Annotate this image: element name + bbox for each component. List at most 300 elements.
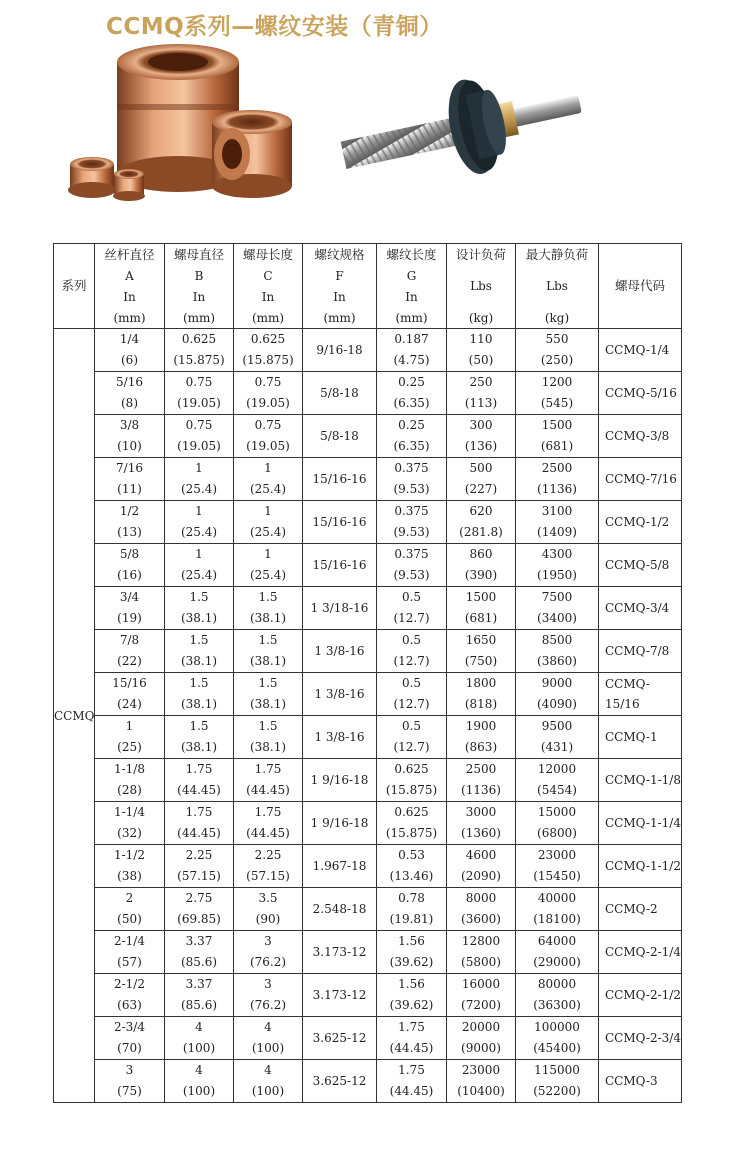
table-row: [54, 587, 682, 630]
nut-length-inch: 1.5: [258, 719, 278, 733]
design-load-mm: (136): [464, 439, 498, 453]
cell-nut-length: [234, 630, 303, 673]
cell-thread-length: [377, 845, 447, 888]
thread-length-mm: (12.7): [393, 654, 430, 668]
cell-thread-spec: 1 3/8-16: [303, 673, 377, 716]
cell-static-load: [516, 888, 599, 931]
cell-static-load: [516, 845, 599, 888]
header-unit-g: In: [377, 286, 447, 307]
nut-length-inch: 1.75: [254, 762, 282, 776]
thread-length-inch: 0.5: [401, 719, 422, 733]
static-load-mm: (52200): [533, 1084, 581, 1098]
thread-length-inch: 0.625: [394, 805, 429, 819]
cell-static-load: [516, 974, 599, 1017]
design-load-mm: (390): [464, 568, 498, 582]
design-load-mm: (3600): [461, 912, 501, 926]
nut-length-mm: (57.15): [246, 869, 290, 883]
thread-length-inch: 0.375: [394, 547, 429, 561]
static-load-inch: 4300: [541, 547, 573, 561]
design-load-mm: (681): [464, 611, 498, 625]
cell-static-load: [516, 1017, 599, 1060]
series-cell: CCMQ: [54, 329, 95, 1103]
design-load-mm: (1360): [461, 826, 501, 840]
page-title: CCMQ系列—螺纹安装（青铜）: [106, 14, 443, 40]
cell-thread-length: [377, 673, 447, 716]
cell-screw-diameter: [95, 329, 165, 372]
cell-design-load: [447, 372, 516, 415]
screw-diameter-mm: (6): [121, 353, 138, 367]
design-load-inch: 12800: [461, 934, 501, 948]
cell-thread-spec: 1 3/8-16: [303, 630, 377, 673]
table-row: [54, 415, 682, 458]
cell-design-load: [447, 1060, 516, 1103]
cell-nut-length: [234, 1017, 303, 1060]
design-load-mm: (750): [464, 654, 498, 668]
header-col-f: 螺纹规格: [303, 244, 377, 266]
nut-length-inch: 3: [264, 977, 272, 991]
table-row: [54, 544, 682, 587]
screw-diameter-mm: (8): [121, 396, 138, 410]
design-load-inch: 250: [469, 375, 493, 389]
cell-nut-length: [234, 716, 303, 759]
cell-nut-length: [234, 931, 303, 974]
design-load-mm: (113): [464, 396, 498, 410]
cell-nut-diameter: [165, 716, 234, 759]
nut-length-mm: (44.45): [246, 826, 290, 840]
cell-nut-code: CCMQ-2-1/4: [599, 931, 682, 974]
static-load-inch: 12000: [537, 762, 577, 776]
nut-length-mm: (44.45): [246, 783, 290, 797]
screw-diameter-mm: (13): [117, 525, 142, 539]
thread-length-inch: 0.53: [398, 848, 425, 862]
cell-nut-code: CCMQ-5/16: [599, 372, 682, 415]
nut-length-inch: 1.75: [254, 805, 282, 819]
cell-screw-diameter: [95, 716, 165, 759]
nut-diameter-mm: (25.4): [180, 525, 218, 539]
design-load-inch: 8000: [465, 891, 497, 905]
header-row-metric: [54, 307, 682, 329]
cell-design-load: [447, 931, 516, 974]
static-load-mm: (1136): [537, 482, 577, 496]
cell-nut-diameter: [165, 888, 234, 931]
cell-static-load: [516, 415, 599, 458]
cell-screw-diameter: [95, 544, 165, 587]
thread-length-inch: 1.75: [398, 1063, 425, 1077]
header-row-names: [54, 244, 682, 266]
design-load-mm: (9000): [461, 1041, 501, 1055]
spec-table-body: [54, 244, 682, 1103]
static-load-inch: 2500: [541, 461, 573, 475]
header-col-g: 螺纹长度: [377, 244, 447, 266]
cell-thread-length: [377, 802, 447, 845]
table-row: [54, 329, 682, 372]
nut-length-inch: 1.5: [258, 676, 278, 690]
cell-static-load: [516, 1060, 599, 1103]
nut-length-mm: (100): [251, 1041, 285, 1055]
cell-thread-spec: 1 9/16-18: [303, 759, 377, 802]
cell-nut-diameter: [165, 630, 234, 673]
thread-length-inch: 0.5: [401, 676, 422, 690]
cell-nut-length: [234, 329, 303, 372]
screw-diameter-inch: 1-1/8: [113, 762, 145, 776]
thread-length-inch: 0.375: [394, 461, 429, 475]
cell-thread-length: [377, 888, 447, 931]
static-load-mm: (6800): [537, 826, 577, 840]
cell-thread-spec: 2.548-18: [303, 888, 377, 931]
cell-screw-diameter: [95, 673, 165, 716]
cell-nut-length: [234, 501, 303, 544]
nut-diameter-inch: 2.75: [185, 891, 213, 905]
screw-diameter-mm: (75): [117, 1084, 142, 1098]
nut-diameter-inch: 0.75: [185, 418, 213, 432]
header-unit-f: In: [303, 286, 377, 307]
static-load-mm: (681): [540, 439, 574, 453]
cell-thread-spec: 3.625-12: [303, 1017, 377, 1060]
nut-diameter-inch: 2.25: [185, 848, 213, 862]
cell-thread-length: [377, 974, 447, 1017]
design-load-mm: (2090): [461, 869, 501, 883]
nut-diameter-mm: (19.05): [177, 396, 221, 410]
cell-thread-spec: 1 3/18-16: [303, 587, 377, 630]
cell-screw-diameter: [95, 501, 165, 544]
table-row: [54, 673, 682, 716]
design-load-inch: 1500: [465, 590, 497, 604]
nut-length-mm: (25.4): [249, 482, 287, 496]
cell-thread-length: [377, 716, 447, 759]
table-row: [54, 1017, 682, 1060]
static-load-mm: (3400): [537, 611, 577, 625]
cell-nut-length: [234, 458, 303, 501]
table-row: [54, 1060, 682, 1103]
design-load-inch: 20000: [461, 1020, 501, 1034]
design-load-mm: (10400): [457, 1084, 505, 1098]
screw-diameter-mm: (50): [117, 912, 142, 926]
screw-diameter-inch: 1-1/4: [113, 805, 145, 819]
cell-design-load: [447, 845, 516, 888]
thread-length-mm: (4.75): [393, 353, 430, 367]
nut-diameter-inch: 3.37: [185, 934, 213, 948]
static-load-inch: 23000: [537, 848, 577, 862]
header-metric-g: (mm): [377, 307, 447, 329]
header-unit-a: In: [95, 286, 165, 307]
screw-diameter-inch: 2: [125, 891, 134, 905]
thread-length-inch: 1.56: [398, 977, 425, 991]
static-load-mm: (29000): [533, 955, 581, 969]
nut-length-mm: (38.1): [249, 611, 287, 625]
header-col-b: 螺母直径: [165, 244, 234, 266]
screw-diameter-inch: 1/4: [119, 332, 140, 346]
nut-length-inch: 3.5: [258, 891, 278, 905]
cell-nut-length: [234, 974, 303, 1017]
design-load-mm: (227): [464, 482, 498, 496]
cell-screw-diameter: [95, 1060, 165, 1103]
thread-length-mm: (12.7): [393, 740, 430, 754]
cell-thread-length: [377, 630, 447, 673]
nut-length-mm: (90): [255, 912, 281, 926]
nut-length-inch: 0.625: [250, 332, 286, 346]
cell-nut-diameter: [165, 759, 234, 802]
nut-diameter-inch: 1.5: [189, 590, 209, 604]
header-letter-b: B: [165, 265, 234, 286]
cell-nut-length: [234, 673, 303, 716]
nut-diameter-inch: 3.37: [185, 977, 213, 991]
nut-diameter-mm: (44.45): [177, 826, 221, 840]
static-load-mm: (4090): [537, 697, 577, 711]
table-row: [54, 888, 682, 931]
design-load-mm: (50): [468, 353, 494, 367]
screw-diameter-mm: (22): [117, 654, 142, 668]
static-load-inch: 9000: [541, 676, 573, 690]
thread-length-inch: 0.375: [394, 504, 429, 518]
screw-diameter-inch: 7/16: [116, 461, 143, 475]
header-metric-c: (mm): [234, 307, 303, 329]
cell-nut-diameter: [165, 329, 234, 372]
thread-length-inch: 1.75: [398, 1020, 425, 1034]
table-row: [54, 458, 682, 501]
static-load-inch: 3100: [541, 504, 573, 518]
header-unit-static: Lbs: [516, 265, 599, 307]
cell-nut-code: CCMQ-1: [599, 716, 682, 759]
nut-diameter-mm: (85.6): [180, 955, 218, 969]
cell-thread-length: [377, 372, 447, 415]
cell-nut-diameter: [165, 673, 234, 716]
cell-nut-code: CCMQ-1-1/2: [599, 845, 682, 888]
thread-length-mm: (39.62): [389, 998, 434, 1012]
thread-length-mm: (44.45): [389, 1041, 434, 1055]
thread-length-inch: 1.56: [398, 934, 425, 948]
cell-nut-length: [234, 888, 303, 931]
screw-diameter-inch: 2-3/4: [113, 1020, 145, 1034]
screw-diameter-mm: (19): [117, 611, 142, 625]
nut-diameter-mm: (44.45): [177, 783, 221, 797]
thread-length-mm: (44.45): [389, 1084, 434, 1098]
cell-static-load: [516, 458, 599, 501]
cell-screw-diameter: [95, 974, 165, 1017]
thread-length-mm: (6.35): [393, 396, 430, 410]
screw-diameter-mm: (16): [117, 568, 142, 582]
thread-length-inch: 0.187: [394, 332, 429, 346]
cell-thread-length: [377, 1060, 447, 1103]
nut-length-mm: (76.2): [249, 955, 287, 969]
bronze-nuts-photo: [62, 44, 312, 209]
static-load-mm: (545): [540, 396, 574, 410]
cell-nut-code: CCMQ-15/16: [599, 673, 682, 716]
cell-screw-diameter: [95, 1017, 165, 1060]
design-load-mm: (863): [464, 740, 498, 754]
nut-diameter-inch: 1: [195, 461, 203, 475]
screw-diameter-inch: 3: [125, 1063, 134, 1077]
cell-nut-diameter: [165, 1060, 234, 1103]
cell-nut-length: [234, 759, 303, 802]
cell-nut-diameter: [165, 587, 234, 630]
cell-thread-spec: 3.173-12: [303, 974, 377, 1017]
cell-static-load: [516, 716, 599, 759]
cell-design-load: [447, 759, 516, 802]
nut-diameter-inch: 1: [195, 504, 203, 518]
cell-screw-diameter: [95, 759, 165, 802]
cell-nut-length: [234, 802, 303, 845]
nut-diameter-inch: 1.5: [189, 719, 209, 733]
nut-diameter-mm: (25.4): [180, 568, 218, 582]
screw-diameter-inch: 15/16: [112, 676, 147, 690]
nut-length-inch: 0.75: [254, 375, 282, 389]
screw-diameter-inch: 5/16: [116, 375, 143, 389]
cell-design-load: [447, 673, 516, 716]
cell-design-load: [447, 544, 516, 587]
cell-thread-spec: 5/8-18: [303, 415, 377, 458]
nut-diameter-mm: (38.1): [180, 697, 218, 711]
screw-diameter-inch: 2-1/4: [113, 934, 145, 948]
cell-screw-diameter: [95, 415, 165, 458]
cell-screw-diameter: [95, 587, 165, 630]
static-load-mm: (250): [540, 353, 574, 367]
thread-length-mm: (19.81): [389, 912, 434, 926]
static-load-mm: (45400): [533, 1041, 581, 1055]
static-load-mm: (36300): [533, 998, 581, 1012]
nut-diameter-mm: (100): [182, 1084, 216, 1098]
lead-screw-photo: [336, 62, 588, 190]
nut-diameter-inch: 1.75: [185, 805, 213, 819]
thread-length-mm: (12.7): [393, 611, 430, 625]
design-load-inch: 2500: [465, 762, 497, 776]
cell-design-load: [447, 716, 516, 759]
thread-length-mm: (9.53): [393, 568, 430, 582]
cell-thread-spec: 9/16-18: [303, 329, 377, 372]
static-load-mm: (431): [540, 740, 574, 754]
cell-nut-length: [234, 372, 303, 415]
static-load-mm: (18100): [533, 912, 581, 926]
thread-length-mm: (6.35): [393, 439, 430, 453]
design-load-inch: 16000: [461, 977, 501, 991]
cell-nut-code: CCMQ-2-3/4: [599, 1017, 682, 1060]
header-unit-c: In: [234, 286, 303, 307]
cell-thread-length: [377, 1017, 447, 1060]
nut-length-mm: (19.05): [246, 396, 290, 410]
nut-length-inch: 4: [264, 1063, 272, 1077]
nut-length-inch: 1: [264, 547, 272, 561]
cell-nut-diameter: [165, 802, 234, 845]
cell-nut-diameter: [165, 372, 234, 415]
cell-design-load: [447, 415, 516, 458]
thread-length-mm: (13.46): [389, 869, 434, 883]
cell-nut-code: CCMQ-3/8: [599, 415, 682, 458]
nut-diameter-inch: 1: [195, 547, 203, 561]
screw-diameter-mm: (24): [117, 697, 142, 711]
cell-nut-diameter: [165, 974, 234, 1017]
screw-diameter-mm: (63): [117, 998, 142, 1012]
nut-diameter-inch: 1.75: [185, 762, 213, 776]
cell-nut-code: CCMQ-1-1/8: [599, 759, 682, 802]
thread-length-inch: 0.25: [398, 375, 425, 389]
cell-static-load: [516, 802, 599, 845]
static-load-inch: 550: [545, 332, 569, 346]
thread-length-inch: 0.5: [401, 633, 422, 647]
static-load-inch: 7500: [541, 590, 573, 604]
cell-screw-diameter: [95, 931, 165, 974]
static-load-inch: 115000: [534, 1063, 580, 1077]
cell-thread-spec: 5/8-18: [303, 372, 377, 415]
cell-static-load: [516, 587, 599, 630]
header-series: 系列: [54, 244, 95, 329]
screw-diameter-inch: 3/8: [119, 418, 140, 432]
cell-nut-length: [234, 544, 303, 587]
cell-thread-length: [377, 329, 447, 372]
static-load-mm: (1409): [537, 525, 577, 539]
static-load-mm: (15450): [533, 869, 581, 883]
cell-static-load: [516, 759, 599, 802]
cell-thread-length: [377, 544, 447, 587]
nut-diameter-mm: (57.15): [177, 869, 221, 883]
screw-diameter-inch: 1: [125, 719, 134, 733]
design-load-mm: (281.8): [459, 525, 503, 539]
thread-length-mm: (15.875): [385, 826, 438, 840]
nut-length-inch: 3: [264, 934, 272, 948]
nut-length-mm: (19.05): [246, 439, 290, 453]
screw-diameter-mm: (25): [117, 740, 142, 754]
static-load-mm: (1950): [537, 568, 577, 582]
cell-nut-diameter: [165, 501, 234, 544]
nut-length-inch: 1.5: [258, 633, 278, 647]
header-letter-g: G: [377, 265, 447, 286]
header-unit-b: In: [165, 286, 234, 307]
design-load-inch: 1900: [465, 719, 497, 733]
cell-nut-code: CCMQ-1/2: [599, 501, 682, 544]
nut-diameter-inch: 0.625: [181, 332, 217, 346]
header-col-a: 丝杆直径: [95, 244, 165, 266]
header-metric-a: (mm): [95, 307, 165, 329]
cell-design-load: [447, 888, 516, 931]
cell-screw-diameter: [95, 458, 165, 501]
header-metric-f: (mm): [303, 307, 377, 329]
spec-table: [53, 243, 682, 1103]
cell-screw-diameter: [95, 845, 165, 888]
nut-diameter-inch: 4: [195, 1063, 203, 1077]
cell-thread-spec: 15/16-16: [303, 458, 377, 501]
design-load-inch: 300: [469, 418, 493, 432]
screw-diameter-mm: (32): [117, 826, 142, 840]
cell-nut-length: [234, 1060, 303, 1103]
nut-length-inch: 1: [264, 461, 272, 475]
screw-diameter-mm: (38): [117, 869, 142, 883]
cell-design-load: [447, 329, 516, 372]
header-code: 螺母代码: [599, 244, 682, 329]
cell-design-load: [447, 802, 516, 845]
thread-length-inch: 0.625: [394, 762, 429, 776]
cell-static-load: [516, 329, 599, 372]
screw-diameter-inch: 1/2: [119, 504, 140, 518]
cell-design-load: [447, 458, 516, 501]
cell-thread-length: [377, 931, 447, 974]
cell-nut-length: [234, 587, 303, 630]
static-load-mm: (5454): [537, 783, 577, 797]
static-load-inch: 64000: [537, 934, 577, 948]
design-load-inch: 110: [469, 332, 493, 346]
header-letter-f: F: [303, 265, 377, 286]
nut-diameter-mm: (38.1): [180, 611, 218, 625]
cell-static-load: [516, 372, 599, 415]
cell-design-load: [447, 630, 516, 673]
cell-screw-diameter: [95, 802, 165, 845]
static-load-inch: 8500: [541, 633, 573, 647]
nut-length-mm: (38.1): [249, 697, 287, 711]
design-load-inch: 1650: [465, 633, 497, 647]
nut-diameter-mm: (25.4): [180, 482, 218, 496]
thread-length-inch: 0.25: [398, 418, 425, 432]
cell-nut-code: CCMQ-1/4: [599, 329, 682, 372]
static-load-inch: 15000: [537, 805, 577, 819]
header-metric-design: (kg): [447, 307, 516, 329]
nut-length-mm: (25.4): [249, 525, 287, 539]
